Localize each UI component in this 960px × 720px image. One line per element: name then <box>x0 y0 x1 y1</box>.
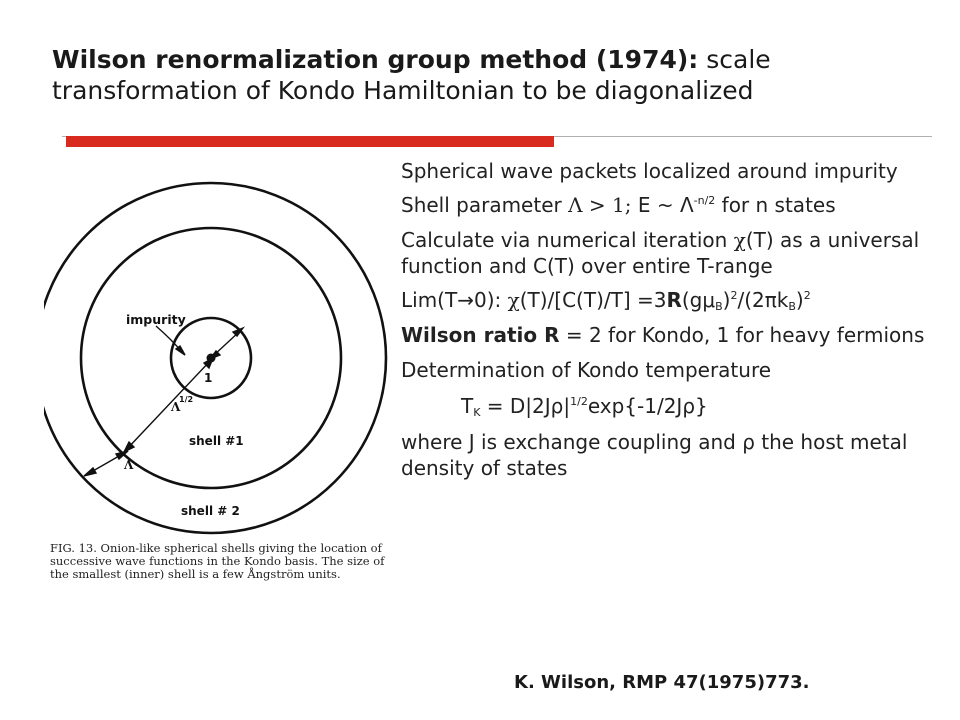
bullet-wave-packets: Spherical wave packets localized around impurity <box>401 159 898 183</box>
b7-c: exp{-1/2Jρ} <box>587 394 708 418</box>
bullet-numerical-iteration <box>401 227 951 279</box>
b4-e: ) <box>722 288 731 312</box>
figure-caption: FIG. 13. Onion-like spherical shells giving the location of successive wave functions in the Kondo basis. The size of the smallest (inner) shell is a few Ångström units. <box>50 541 385 581</box>
bullet-shell-parameter <box>401 192 951 218</box>
title-bold: Wilson renormalization group method (1974): <box>52 45 699 74</box>
kondo-temperature-formula <box>401 393 951 419</box>
b4-subB2: B <box>788 300 796 313</box>
b4-arrow: → <box>457 288 474 312</box>
b4-g: ) <box>795 288 804 312</box>
bullet-kondo-temperature: Determination of Kondo temperature <box>401 358 772 382</box>
radius-middle-exponent: 1/2 <box>179 395 194 404</box>
b2-a: Shell parameter <box>401 193 569 217</box>
b4-c: (T)/[C(T)/T] =3 <box>519 288 667 312</box>
b2-sup: -n/2 <box>693 194 716 207</box>
bullet-wilson-limit <box>401 287 951 313</box>
bullet-exchange-coupling: where J is exchange coupling and ρ the host metal density of states <box>401 430 908 480</box>
b4-subB1: B <box>715 300 723 313</box>
title-rest: scale transformation of Kondo Hamiltonian to be diagonalized <box>52 45 771 105</box>
b3-b: (T) as a universal function and C(T) over entire T-range <box>401 228 920 278</box>
b7-sup: 1/2 <box>570 395 588 408</box>
b7-b: = D|2Jρ| <box>480 394 571 418</box>
b3-a: Calculate via numerical iteration <box>401 228 734 252</box>
b2-b: E ~ Λ <box>631 193 694 217</box>
b4-R: R <box>666 288 682 312</box>
b4-sup1: 2 <box>730 289 738 302</box>
radius-middle-label: Λ <box>171 400 181 414</box>
b7-a: T <box>461 394 474 418</box>
b4-d: (gμ <box>681 288 716 312</box>
b4-sup2: 2 <box>803 289 811 302</box>
shell1-label: shell #1 <box>189 434 244 448</box>
title-accent-bar <box>66 136 554 147</box>
b2-c: for n states <box>715 193 836 217</box>
b3-chi: χ <box>733 228 746 252</box>
b5-bold: Wilson ratio R <box>401 323 560 347</box>
b4-chi: χ <box>507 288 520 312</box>
bullet-wilson-ratio <box>401 322 951 348</box>
b4-b: 0): <box>473 288 508 312</box>
reference-citation: K. Wilson, RMP 47(1975)773. <box>514 672 810 693</box>
onion-shells-figure <box>44 160 389 600</box>
slide-title <box>52 44 932 106</box>
impurity-label: impurity <box>126 312 186 327</box>
bullet-list <box>401 158 951 481</box>
shell2-label: shell # 2 <box>181 504 240 518</box>
radius-outer-label: Λ <box>124 458 134 472</box>
b4-a: Lim(T <box>401 288 458 312</box>
b4-f: /(2πk <box>737 288 789 312</box>
b2-symbol: Λ > 1; <box>568 193 632 217</box>
radius-inner-label: 1 <box>204 371 213 385</box>
b7-sub: K <box>473 406 481 419</box>
b5-rest: = 2 for Kondo, 1 for heavy fermions <box>559 323 925 347</box>
